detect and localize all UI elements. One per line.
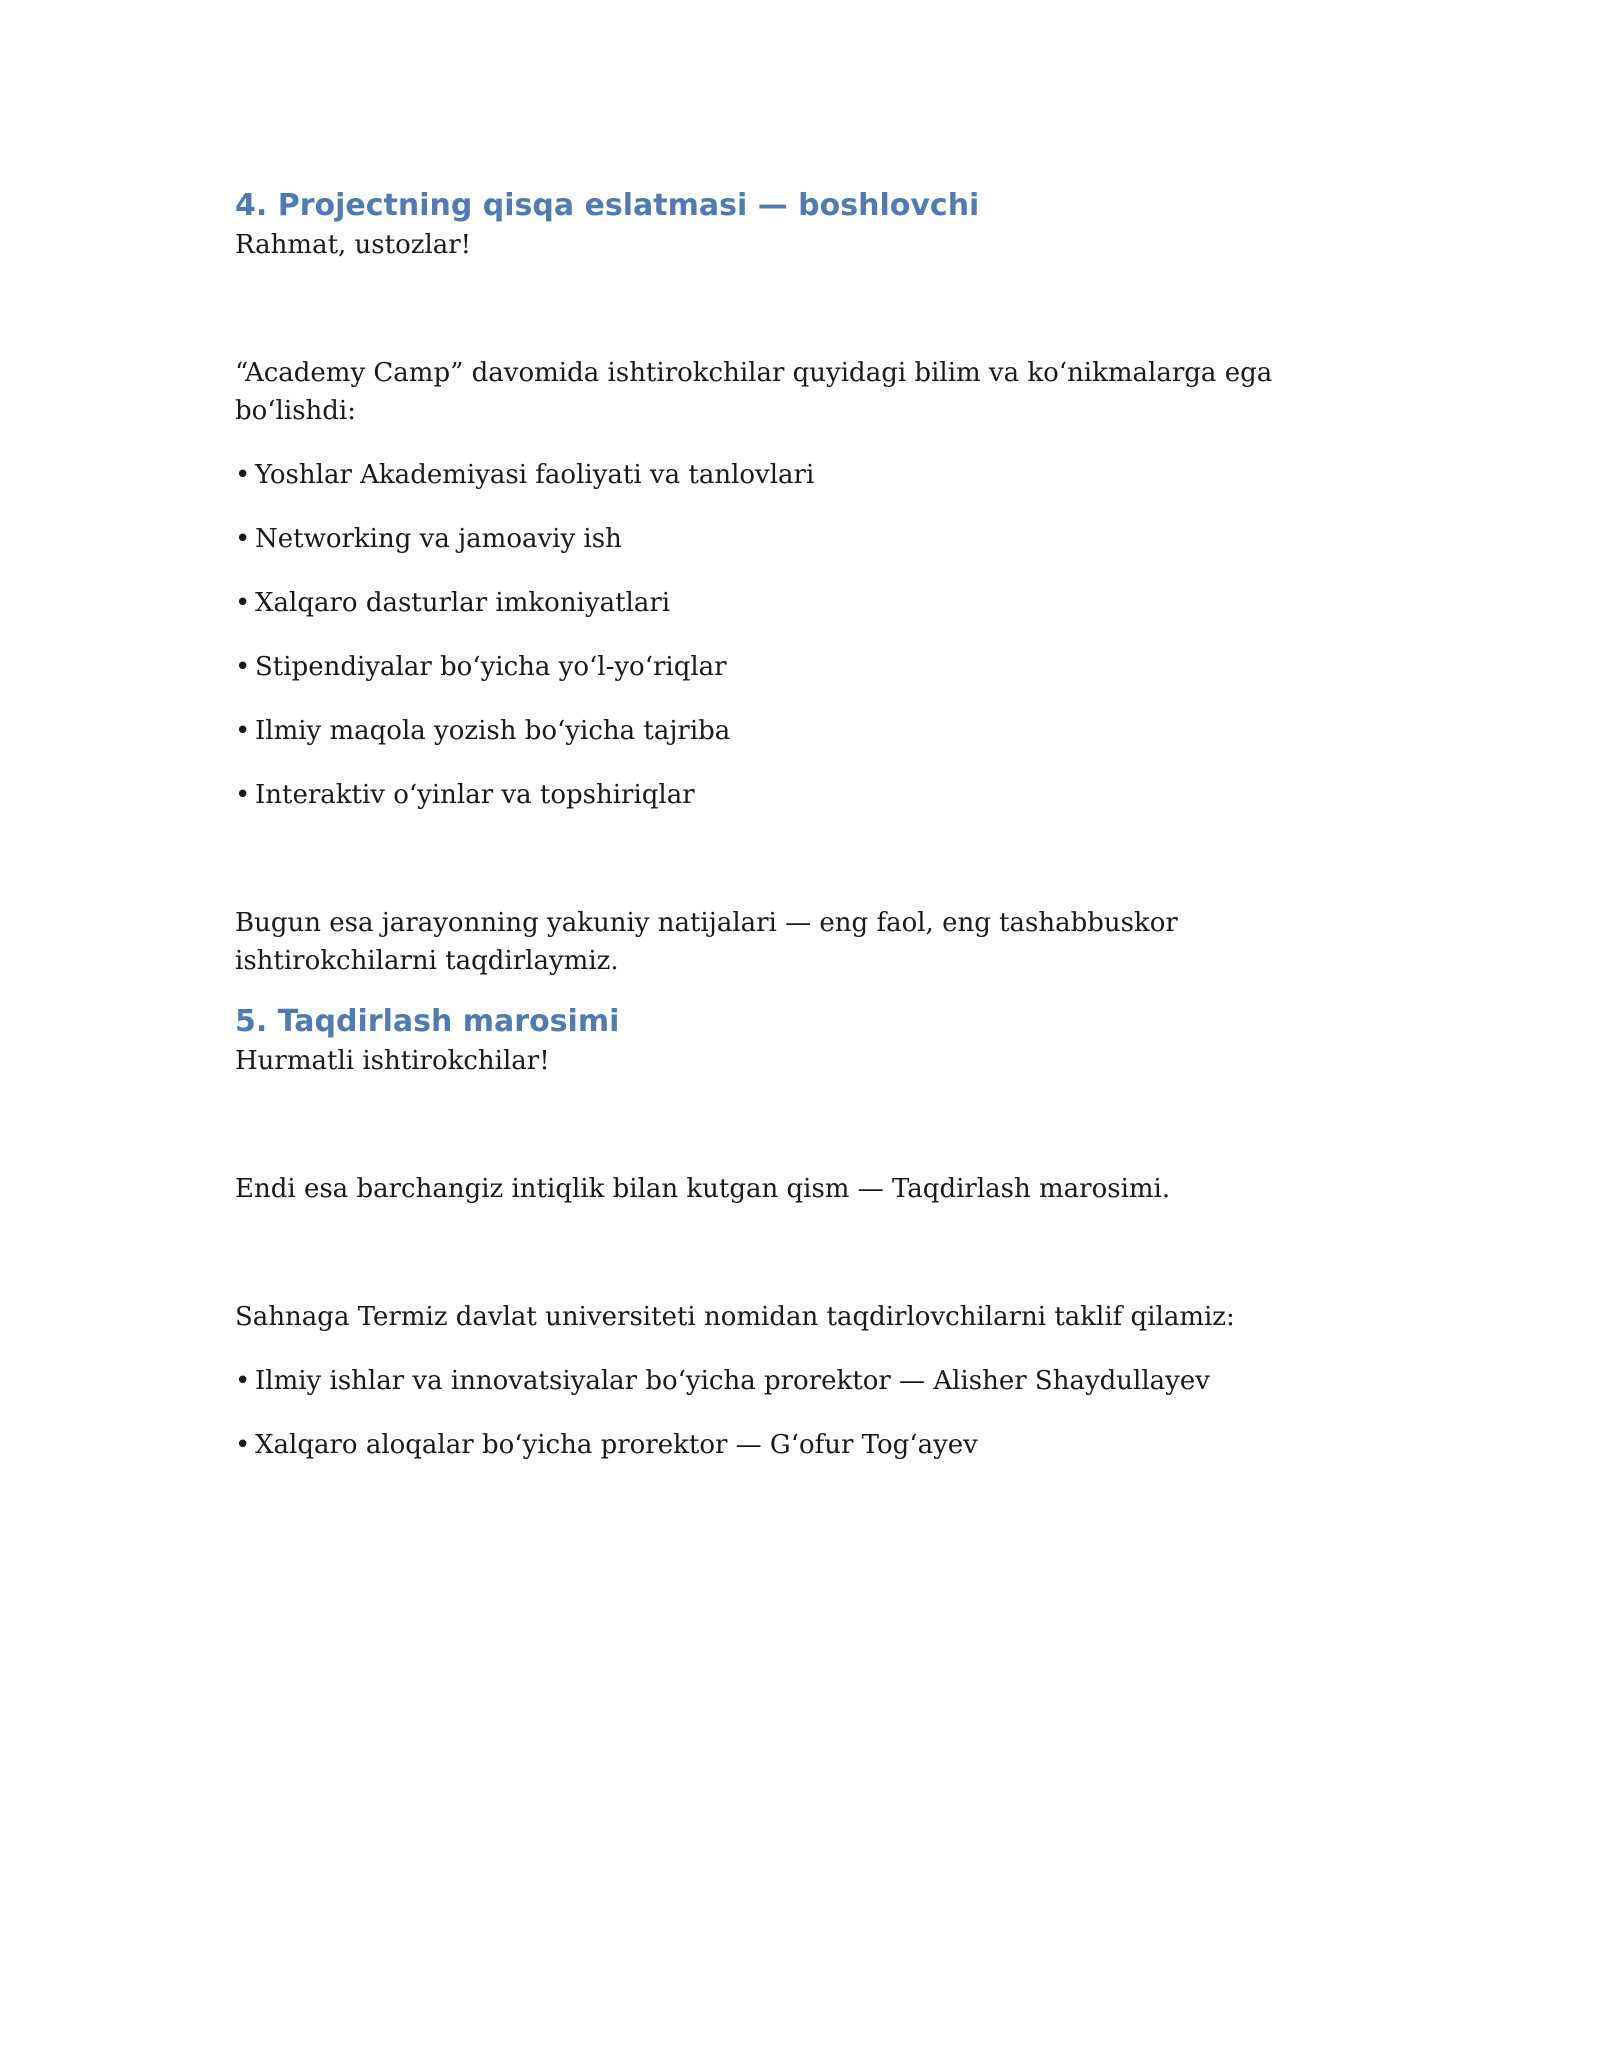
section-5-greeting: Hurmatli ishtirokchilar! <box>235 1046 550 1076</box>
list-item-text: Networking va jamoaviy ish <box>255 524 622 554</box>
section-5-heading: 5. Taqdirlash marosimi <box>235 1004 620 1039</box>
list-item-text: Ilmiy ishlar va innovatsiyalar bo‘yicha prorektor — Alisher Shaydullayev <box>255 1366 1210 1396</box>
section-5-invite: Sahnaga Termiz davlat universiteti nomidan taqdirlovchilarni taklif qilamiz: <box>235 1302 1235 1332</box>
section-4-greeting: Rahmat, ustozlar! <box>235 230 472 260</box>
list-item-text: Stipendiyalar bo‘yicha yo‘l-yo‘riqlar <box>255 652 727 682</box>
list-item-text: Xalqaro dasturlar imkoniyatlari <box>255 588 671 618</box>
spacer <box>235 980 1365 1002</box>
list-item <box>235 712 1365 750</box>
spacer <box>235 1208 1365 1298</box>
list-item <box>235 648 1365 686</box>
bullet-icon: • <box>235 524 251 554</box>
skills-list <box>235 456 1365 814</box>
list-item <box>235 456 1365 494</box>
list-item-text: Ilmiy maqola yozish bo‘yicha tajriba <box>255 716 731 746</box>
list-item <box>235 584 1365 622</box>
bullet-icon: • <box>235 716 251 746</box>
list-item <box>235 1362 1365 1400</box>
spacer <box>235 1080 1365 1170</box>
list-item <box>235 776 1365 814</box>
section-4-closing: Bugun esa jarayonning yakuniy natijalari — eng faol, eng tashabbuskor ishtirokchilarni taqdirlaymiz. <box>235 908 1178 976</box>
list-item <box>235 520 1365 558</box>
spacer <box>235 840 1365 904</box>
bullet-icon: • <box>235 588 251 618</box>
list-item-text: Xalqaro aloqalar bo‘yicha prorektor — G‘ofur Tog‘ayev <box>255 1430 978 1460</box>
document-body <box>235 186 1365 1464</box>
bullet-icon: • <box>235 1366 251 1396</box>
spacer <box>235 264 1365 354</box>
bullet-icon: • <box>235 1430 251 1460</box>
list-item-text: Yoshlar Akademiyasi faoliyati va tanlovlari <box>255 460 815 490</box>
list-item-text: Interaktiv o‘yinlar va topshiriqlar <box>255 780 695 810</box>
bullet-icon: • <box>235 780 251 810</box>
spacer <box>235 1336 1365 1362</box>
section-4-heading: 4. Projectning qisqa eslatmasi — boshlovchi <box>235 188 980 223</box>
bullet-icon: • <box>235 460 251 490</box>
section-4-intro: “Academy Camp” davomida ishtirokchilar quyidagi bilim va ko‘nikmalarga ega bo‘lishdi: <box>235 358 1273 426</box>
spacer <box>235 430 1365 456</box>
bullet-icon: • <box>235 652 251 682</box>
presenters-list <box>235 1362 1365 1464</box>
section-5-announcement: Endi esa barchangiz intiqlik bilan kutgan qism — Taqdirlash marosimi. <box>235 1174 1171 1204</box>
list-item <box>235 1426 1365 1464</box>
